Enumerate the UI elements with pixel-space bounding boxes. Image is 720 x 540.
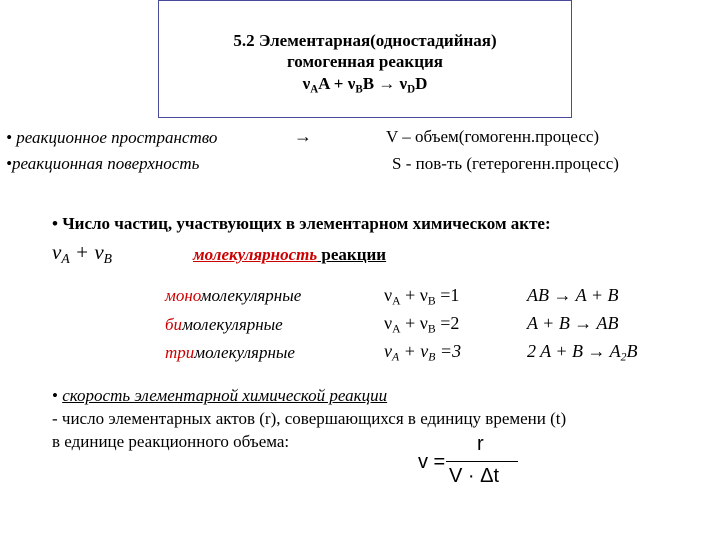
nu-sum: $\nu_A + \nu_B$ bbox=[52, 240, 113, 267]
reaction-tri: 2 $A + B \to A_2B$ bbox=[527, 341, 638, 364]
fraction-bar bbox=[446, 461, 518, 462]
type-tri: тримолекулярные bbox=[165, 343, 295, 362]
rate-heading: • скорость элементарной химической реакции bbox=[52, 386, 388, 405]
sum-mono: $\nu_A + \nu_B =1$ bbox=[384, 285, 460, 308]
surface-description: S - пов-ть (гетерогенн.процесс) bbox=[392, 154, 619, 173]
title-line-1: 5.2 Элементарная(одностадийная) bbox=[233, 31, 497, 50]
type-bi: бимолекулярные bbox=[165, 315, 283, 334]
type-mono: мономолекулярные bbox=[165, 286, 302, 305]
arrow-icon: → bbox=[294, 126, 312, 146]
reaction-surface-label: •реакционная поверхность bbox=[6, 154, 200, 173]
molecularity-label: молекулярность реакции bbox=[193, 245, 387, 264]
reaction-space-label: • реакционное пространство bbox=[6, 128, 218, 147]
volume-description: V – объем(гомогенн.процесс) bbox=[386, 127, 600, 146]
formula-numerator: r bbox=[477, 433, 484, 455]
rate-definition-cont: в единице реакционного объема: bbox=[52, 432, 290, 451]
reaction-bi: A + B → AB bbox=[527, 313, 619, 333]
title-line-2: гомогенная реакция bbox=[287, 52, 443, 71]
reaction-mono: AB → A + B bbox=[527, 285, 619, 305]
title-box bbox=[158, 0, 572, 118]
formula-denominator: V · Δt bbox=[449, 465, 500, 487]
title-equation: $\nu_AA + \nu_BB \to \nu_DD$ bbox=[302, 74, 428, 96]
particles-heading: • Число частиц, участвующих в элементарном химическом акте: bbox=[52, 214, 551, 233]
formula-lhs: v = bbox=[418, 451, 446, 473]
sum-bi: $\nu_A + \nu_B =2$ bbox=[384, 313, 460, 336]
rate-definition: - число элементарных актов (r), совершающихся в единицу времени (t) bbox=[52, 409, 567, 428]
sum-tri: $\nu_A + \nu_B =3$ bbox=[384, 341, 462, 364]
